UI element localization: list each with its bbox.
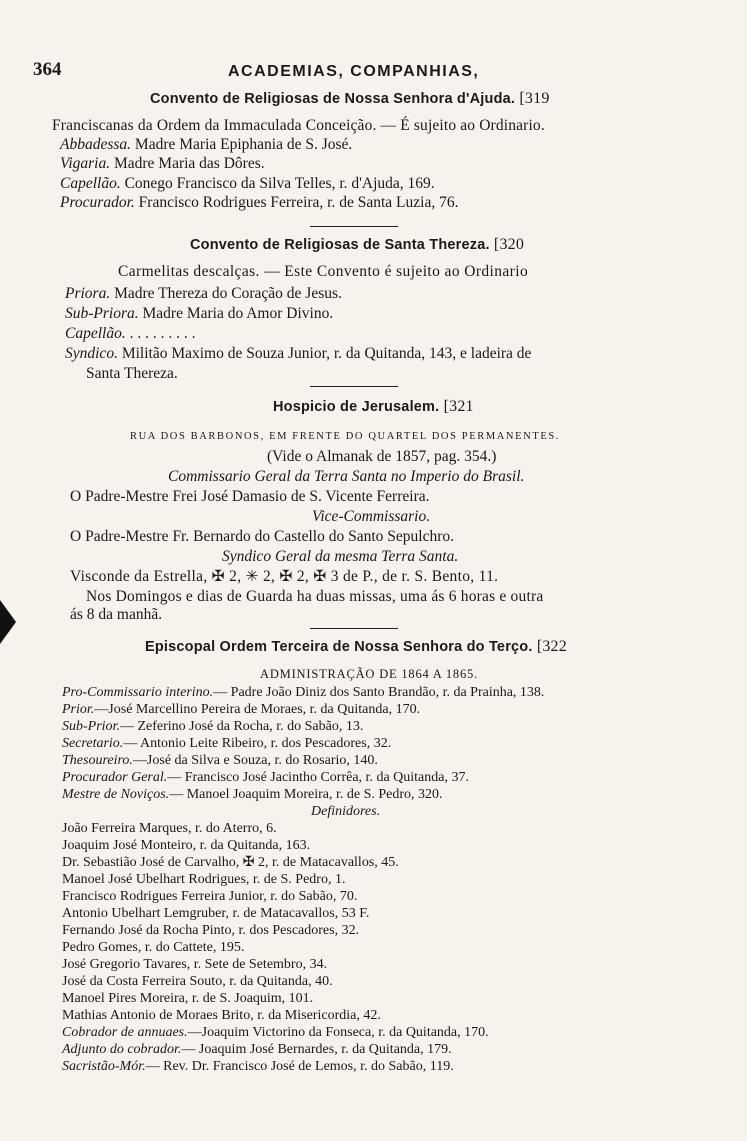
definidor-item: Joaquim José Monteiro, r. da Quitanda, 163. <box>62 838 311 853</box>
definidor-item: Pedro Gomes, r. do Cattete, 195. <box>62 940 245 955</box>
section-321-note: ás 8 da manhã. <box>70 606 163 623</box>
definidor-item: Dr. Sebastião José de Carvalho, ✠ 2, r. de Matacavallos, 45. <box>62 855 399 870</box>
section-320-intro: Carmelitas descalças. — Este Convento é sujeito ao Ordinario <box>118 263 529 280</box>
section-322-tail-row: Sacristão-Mór.— Rev. Dr. Francisco José de Lemos, r. do Sabão, 119. <box>62 1059 454 1074</box>
definidor-item: José da Costa Ferreira Souto, r. da Quitanda, 40. <box>62 974 333 989</box>
running-head: ACADEMIAS, COMPANHIAS, <box>228 63 480 80</box>
section-divider <box>310 628 398 629</box>
section-321-note: Nos Domingos e dias de Guarda ha duas missas, uma ás 6 horas e outra <box>86 588 544 605</box>
definidor-item: Fernando José da Rocha Pinto, r. dos Pescadores, 32. <box>62 923 360 938</box>
definidores-heading: Definidores. <box>311 804 381 819</box>
section-321-heading: Commissario Geral da Terra Santa no Imperio do Brasil. <box>168 468 525 485</box>
section-320-title: Convento de Religiosas de Santa Thereza. [320 <box>190 236 525 253</box>
section-321-ref: (Vide o Almanak de 1857, pag. 354.) <box>267 448 497 465</box>
section-322-row: Sub-Prior.— Zeferino José da Rocha, r. do Sabão, 13. <box>62 719 364 734</box>
section-321-title: Hospicio de Jerusalem. [321 <box>273 398 474 415</box>
definidor-item: Manoel Pires Moreira, r. de S. Joaquim, 101. <box>62 991 314 1006</box>
margin-ink-blot <box>0 600 16 644</box>
section-320-row: Sub-Priora. Madre Maria do Amor Divino. <box>65 305 334 322</box>
section-319-row: Abbadessa. Madre Maria Epiphania de S. José. <box>60 136 353 153</box>
page-number: 364 <box>33 59 62 80</box>
definidor-item: Antonio Ubelhart Lemgruber, r. de Matacavallos, 53 F. <box>62 906 370 921</box>
section-divider <box>310 226 398 227</box>
section-322-row: Thesoureiro.—José da Silva e Souza, r. do Rosario, 140. <box>62 753 378 768</box>
section-divider <box>310 386 398 387</box>
section-321-heading: Syndico Geral da mesma Terra Santa. <box>222 548 459 565</box>
definidor-item: Francisco Rodrigues Ferreira Junior, r. do Sabão, 70. <box>62 889 358 904</box>
section-321-person: O Padre-Mestre Fr. Bernardo do Castello do Santo Sepulchro. <box>70 528 454 545</box>
definidor-item: Manoel José Ubelhart Rodrigues, r. de S. Pedro, 1. <box>62 872 346 887</box>
definidor-item: José Gregorio Tavares, r. Sete de Setembro, 34. <box>62 957 328 972</box>
section-322-row: Pro-Commissario interino.— Padre João Diniz dos Santo Brandão, r. da Prainha, 138. <box>62 685 545 700</box>
section-321-heading: Vice-Commissario. <box>312 508 431 525</box>
section-321-address: RUA DOS BARBONOS, EM FRENTE DO QUARTEL DOS PERMANENTES. <box>130 431 561 442</box>
section-319-row: Capellão. Conego Francisco da Silva Telles, r. d'Ajuda, 169. <box>60 175 435 192</box>
section-322-row: Procurador Geral.— Francisco José Jacintho Corrêa, r. da Quitanda, 37. <box>62 770 469 785</box>
section-322-admin: ADMINISTRAÇÃO DE 1864 A 1865. <box>260 667 478 681</box>
section-319-intro: Franciscanas da Ordem da Immaculada Conceição. — É sujeito ao Ordinario. <box>52 117 545 134</box>
definidor-item: João Ferreira Marques, r. do Aterro, 6. <box>62 821 277 836</box>
section-321-person: Visconde da Estrella, ✠ 2, ✳ 2, ✠ 2, ✠ 3 de P., de r. S. Bento, 11. <box>70 568 499 585</box>
section-319-row: Vigaria. Madre Maria das Dôres. <box>60 155 265 172</box>
section-322-title: Episcopal Ordem Terceira de Nossa Senhora do Terço. [322 <box>145 638 567 655</box>
section-322-row: Mestre de Noviços.— Manoel Joaquim Moreira, r. de S. Pedro, 320. <box>62 787 443 802</box>
section-320-cont: Santa Thereza. <box>86 365 178 382</box>
section-322-row: Prior.—José Marcellino Pereira de Moraes, r. da Quitanda, 170. <box>62 702 421 717</box>
section-319-title: Convento de Religiosas de Nossa Senhora d'Ajuda. [319 <box>150 90 550 107</box>
section-321-person: O Padre-Mestre Frei José Damasio de S. Vicente Ferreira. <box>70 488 430 505</box>
section-320-row: Capellão. . . . . . . . . . <box>65 325 196 342</box>
section-322-tail-row: Adjunto do cobrador.— Joaquim José Bernardes, r. da Quitanda, 179. <box>62 1042 452 1057</box>
section-320-row: Syndico. Militão Maximo de Souza Junior, r. da Quitanda, 143, e ladeira de <box>65 345 532 362</box>
section-322-row: Secretario.— Antonio Leite Ribeiro, r. dos Pescadores, 32. <box>62 736 392 751</box>
section-322-tail-row: Cobrador de annuaes.—Joaquim Victorino da Fonseca, r. da Quitanda, 170. <box>62 1025 489 1040</box>
section-319-row: Procurador. Francisco Rodrigues Ferreira, r. de Santa Luzia, 76. <box>60 194 459 211</box>
section-320-row: Priora. Madre Thereza do Coração de Jesus. <box>65 285 342 302</box>
definidor-item: Mathias Antonio de Moraes Brito, r. da Misericordia, 42. <box>62 1008 381 1023</box>
